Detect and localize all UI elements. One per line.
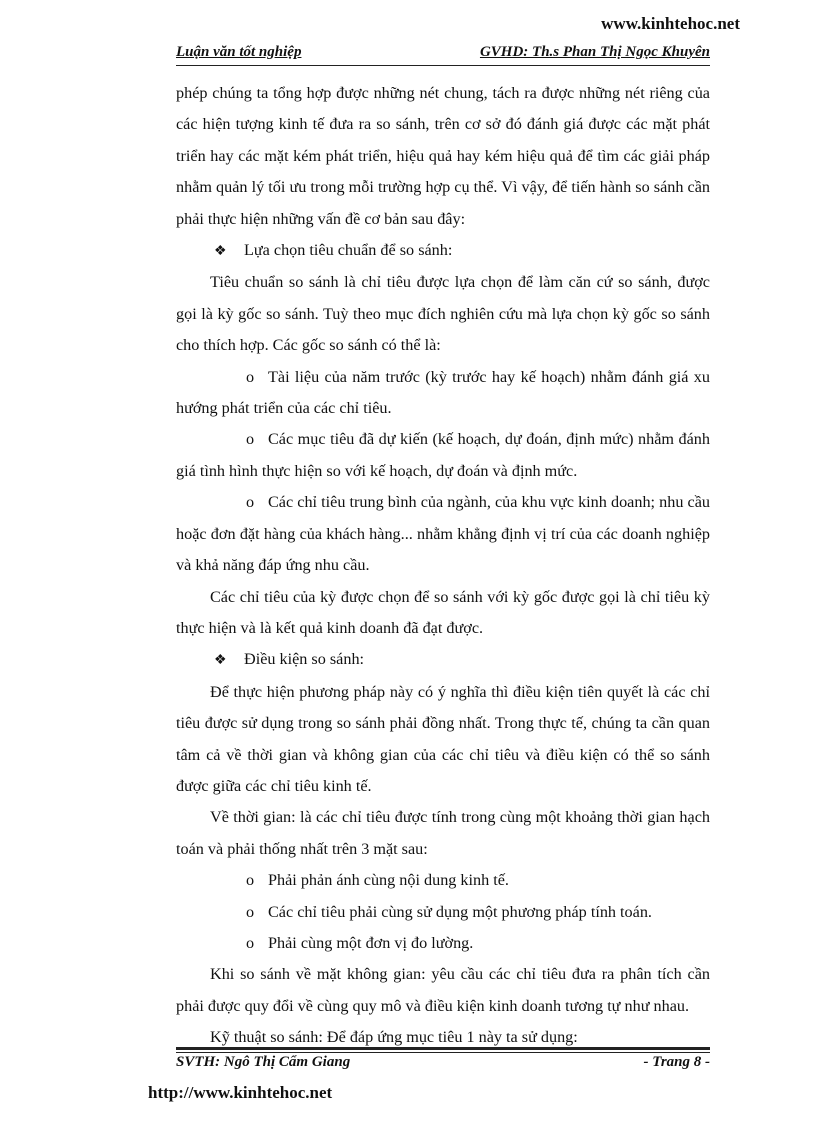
diamond-bullet-icon: ❖ (214, 653, 227, 669)
circle-bullet-icon: o (246, 902, 255, 921)
circle-bullet-icon: o (246, 493, 255, 512)
page-header (176, 44, 710, 61)
paragraph-intro: phép chúng ta tổng hợp được những nét chung, tách ra được những nét riêng của các hiện tượng kinh tế đưa ra so sánh, trên cơ sở đó đánh giá được các mặt phát triển hay các mặt kém phát triển, hiệu quả hay kém hiệu quả để tìm các giải pháp nhằm quản lý tối ưu trong mỗi trường hợp cụ thể. Vì vậy, để tiến hành so sánh cần phải thực hiện những vấn đề cơ bản sau đây: (176, 84, 710, 228)
paragraph-time: Về thời gian: là các chỉ tiêu được tính trong cùng một khoảng thời gian hạch toán và phải thống nhất trên 3 mặt sau: (176, 808, 710, 858)
header-divider (176, 65, 710, 66)
sub-item-prior-year (176, 362, 710, 425)
sub-item-measurement-unit-text: Phải cùng một đơn vị đo lường. (268, 933, 474, 952)
circle-bullet-icon: o (246, 367, 255, 386)
footer-divider-thin (176, 1052, 710, 1053)
sub-item-planned-targets (176, 424, 710, 487)
paragraph-criteria: Tiêu chuẩn so sánh là chỉ tiêu được lựa chọn để làm căn cứ so sánh, được gọi là kỳ gốc so sánh. Tuỳ theo mục đích nghiên cứu mà lựa chọn kỳ gốc so sánh cho thích hợp. Các gốc so sánh có thể là: (176, 273, 710, 355)
page-number: - Trang 8 - (643, 1054, 710, 1070)
paragraph-technique: Kỹ thuật so sánh: Để đáp ứng mục tiêu 1 này ta sử dụng: (210, 1028, 578, 1047)
circle-bullet-icon: o (246, 430, 255, 449)
page-footer (176, 1054, 710, 1071)
bullet-criteria (176, 235, 710, 267)
header-advisor: GVHD: Th.s Phan Thị Ngọc Khuyên (479, 44, 710, 60)
paragraph-space: Khi so sánh về mặt không gian: yêu cầu các chỉ tiêu đưa ra phân tích cần phải được quy đổi về cùng quy mô và điều kiện kinh doanh tương tự như nhau. (176, 965, 710, 1015)
diamond-bullet-icon: ❖ (214, 244, 227, 260)
sub-item-calculation-method (176, 897, 710, 928)
page-body (176, 78, 710, 1054)
sub-item-calculation-method-text: Các chỉ tiêu phải cùng sử dụng một phương pháp tính toán. (268, 902, 652, 921)
header-thesis-title: Luận văn tốt nghiệp (176, 44, 302, 60)
footer-divider-thick (176, 1047, 710, 1050)
sub-item-measurement-unit (176, 928, 710, 959)
site-url-bottom: http://www.kinhtehoc.net (148, 1083, 333, 1102)
sub-item-industry-average (176, 487, 710, 581)
sub-item-industry-average-text: Các chỉ tiêu trung bình của ngành, của khu vực kinh doanh; nhu cầu hoặc đơn đặt hàng của khách hàng... nhằm khẳng định vị trí của các doanh nghiệp và khả năng đáp ứng nhu cầu. (176, 493, 710, 575)
footer-student: SVTH: Ngô Thị Cẩm Giang (176, 1054, 351, 1070)
bullet-conditions (176, 644, 710, 676)
bullet-conditions-text: Điều kiện so sánh: (244, 650, 365, 669)
sub-item-economic-content-text: Phải phản ánh cùng nội dung kinh tế. (268, 871, 509, 890)
circle-bullet-icon: o (246, 933, 255, 952)
bullet-criteria-text: Lựa chọn tiêu chuẩn để so sánh: (244, 241, 453, 260)
site-url-top: www.kinhtehoc.net (601, 14, 740, 33)
sub-item-economic-content (176, 865, 710, 896)
paragraph-conditions: Để thực hiện phương pháp này có ý nghĩa thì điều kiện tiên quyết là các chỉ tiêu được sử dụng trong so sánh phải đồng nhất. Trong thực tế, chúng ta cần quan tâm cả về thời gian và không gian của các chỉ tiêu và điều kiện có thể so sánh được giữa các chỉ tiêu kinh tế. (176, 682, 710, 795)
paragraph-actual-period: Các chỉ tiêu của kỳ được chọn để so sánh với kỳ gốc được gọi là chỉ tiêu kỳ thực hiện và là kết quả kinh doanh đã đạt được. (176, 587, 710, 637)
sub-item-planned-targets-text: Các mục tiêu đã dự kiến (kế hoạch, dự đoán, định mức) nhằm đánh giá tình hình thực hiện so với kế hoạch, dự đoán và định mức. (176, 430, 710, 480)
sub-item-prior-year-text: Tài liệu của năm trước (kỳ trước hay kế hoạch) nhằm đánh giá xu hướng phát triển của các chỉ tiêu. (176, 367, 710, 418)
circle-bullet-icon: o (246, 871, 255, 890)
